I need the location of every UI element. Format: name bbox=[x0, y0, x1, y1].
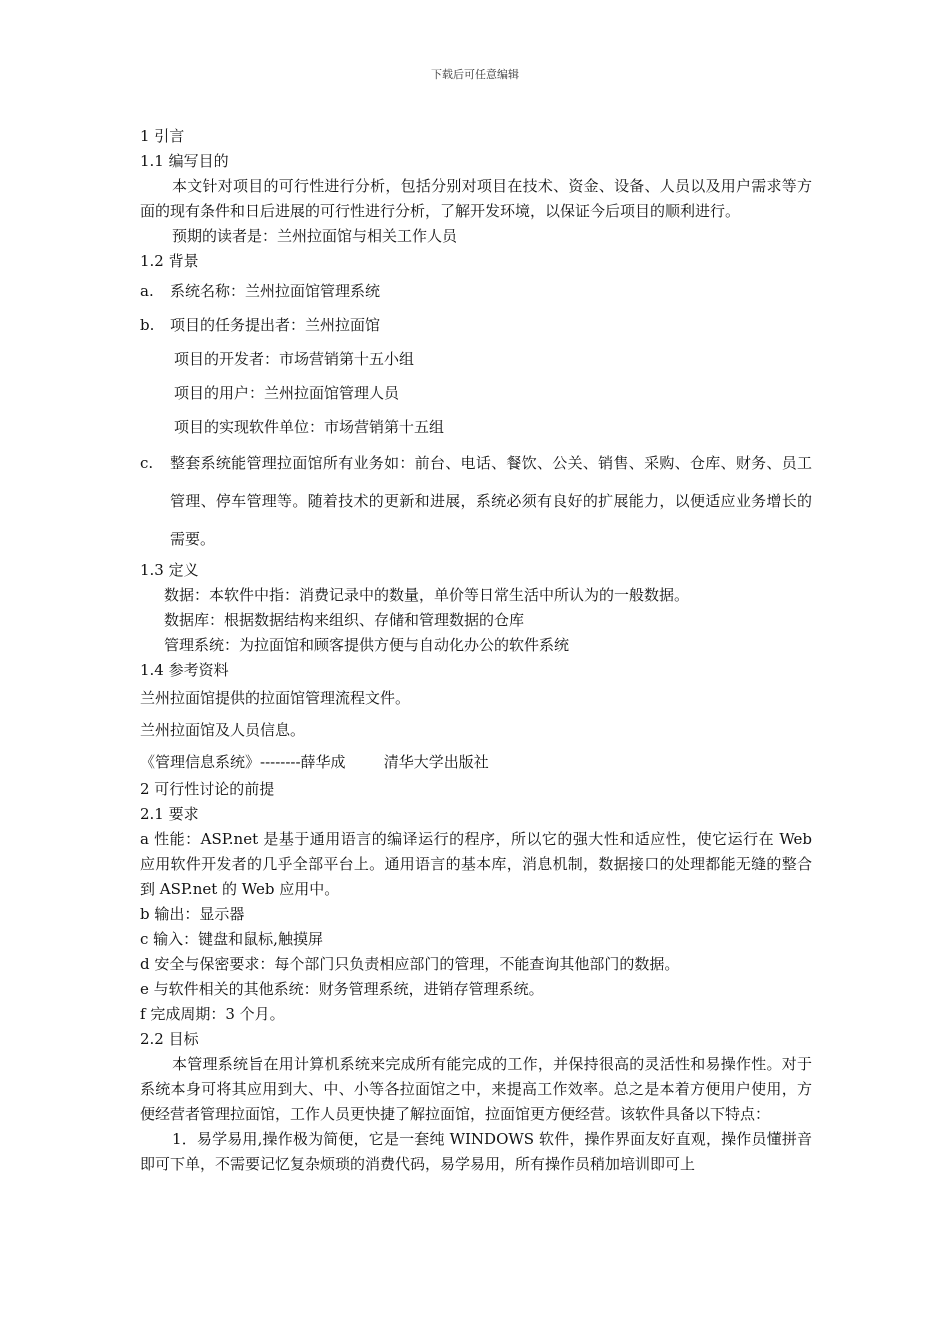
heading-2-1: 2.1 要求 bbox=[140, 805, 199, 823]
heading-1-2: 1.2 背景 bbox=[140, 252, 199, 270]
paragraph-purpose: 本文针对项目的可行性进行分析，包括分别对项目在技术、资金、设备、人员以及用户需求等方面的现有条件和日后进展的可行性进行分析，了解开发环境，以保证今后项目的顺利进行。 bbox=[140, 177, 812, 220]
list-subline: 项目的开发者：市场营销第十五小组 bbox=[174, 350, 415, 368]
definition-line: 数据：本软件中指：消费记录中的数量，单价等日常生活中所认为的一般数据。 bbox=[164, 586, 690, 604]
list-subline: 项目的用户：兰州拉面馆管理人员 bbox=[174, 384, 400, 402]
heading-2: 2 可行性讨论的前提 bbox=[140, 780, 275, 798]
requirement-line: d 安全与保密要求：每个部门只负责相应部门的管理，不能查询其他部门的数据。 bbox=[140, 955, 680, 973]
list-text: 项目的任务提出者：兰州拉面馆 bbox=[170, 316, 381, 334]
reference-line: 兰州拉面馆及人员信息。 bbox=[140, 721, 306, 739]
paragraph-goal: 本管理系统旨在用计算机系统来完成所有能完成的工作，并保持很高的灵活性和易操作性。对于系统本身可将其应用到大、中、小等各拉面馆之中，来提高工作效率。总之是本着方便用户使用，方便经营者管理拉面馆，工作人员更快捷了解拉面馆，拉面馆更方便经营。该软件具备以下特点： bbox=[140, 1055, 812, 1123]
paragraph-feature-1: 1．易学易用,操作极为简便，它是一套纯 WINDOWS 软件，操作界面友好直观，操作员懂拼音即可下单，不需要记忆复杂烦琐的消费代码，易学易用，所有操作员稍加培训即可上 bbox=[140, 1130, 812, 1173]
heading-1-3: 1.3 定义 bbox=[140, 561, 199, 579]
list-marker: c. bbox=[140, 454, 154, 472]
requirement-line: c 输入：键盘和鼠标,触摸屏 bbox=[140, 930, 323, 948]
heading-1-1: 1.1 编写目的 bbox=[140, 152, 229, 170]
reference-line: 《管理信息系统》--------薛华成 清华大学出版社 bbox=[140, 753, 489, 771]
requirement-performance: a 性能：ASP.net 是基于通用语言的编译运行的程序，所以它的强大性和适应性，使它运行在 Web 应用软件开发者的几乎全部平台上。通用语言的基本库，消息机制，数据接口的处理都能无缝的整合到 ASP.net 的 Web 应用中。 bbox=[140, 830, 812, 898]
paragraph-readers: 预期的读者是：兰州拉面馆与相关工作人员 bbox=[172, 227, 458, 245]
list-text: 整套系统能管理拉面馆所有业务如：前台、电话、餐饮、公关、销售、采购、仓库、财务、员工管理、停车管理等。随着技术的更新和进展，系统必须有良好的扩展能力，以便适应业务增长的需要。 bbox=[170, 454, 812, 548]
list-text: 系统名称：兰州拉面馆管理系统 bbox=[170, 282, 381, 300]
list-item-b bbox=[140, 308, 812, 342]
page-header: 下载后可任意编辑 bbox=[431, 68, 519, 81]
reference-line: 兰州拉面馆提供的拉面馆管理流程文件。 bbox=[140, 689, 411, 707]
heading-2-2: 2.2 目标 bbox=[140, 1030, 199, 1048]
heading-1-4: 1.4 参考资料 bbox=[140, 661, 229, 679]
document-body bbox=[140, 124, 812, 1177]
requirement-line: f 完成周期：3 个月。 bbox=[140, 1005, 285, 1023]
requirement-line: e 与软件相关的其他系统：财务管理系统，进销存管理系统。 bbox=[140, 980, 544, 998]
definition-line: 数据库：根据数据结构来组织、存储和管理数据的仓库 bbox=[164, 611, 525, 629]
list-marker: b. bbox=[140, 316, 155, 334]
definition-line: 管理系统：为拉面馆和顾客提供方便与自动化办公的软件系统 bbox=[164, 636, 570, 654]
requirement-line: b 输出：显示器 bbox=[140, 905, 245, 923]
list-item-a bbox=[140, 274, 812, 308]
list-marker: a. bbox=[140, 282, 154, 300]
heading-1: 1 引言 bbox=[140, 127, 185, 145]
list-subline: 项目的实现软件单位：市场营销第十五组 bbox=[174, 418, 445, 436]
list-item-c bbox=[140, 444, 812, 558]
